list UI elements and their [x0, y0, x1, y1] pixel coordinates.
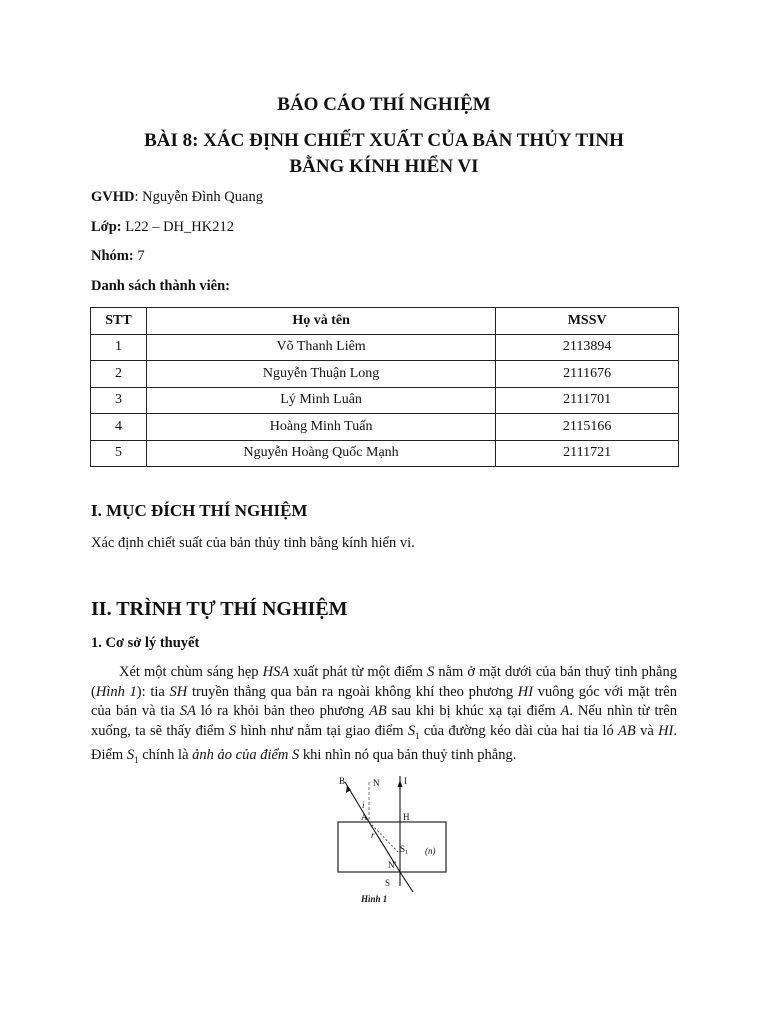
cell-mssv: 2115166 [496, 414, 679, 441]
label-n-bottom: N' [388, 860, 397, 870]
cell-mssv: 2113894 [496, 334, 679, 361]
label-s1: $S_1$ [400, 844, 409, 856]
report-title: BÁO CÁO THÍ NGHIỆM [277, 94, 491, 115]
table-row [91, 414, 679, 441]
cell-mssv: 2111721 [496, 440, 679, 467]
cell-name: Võ Thanh Liêm [146, 334, 495, 361]
label-n-top: N [373, 778, 380, 788]
cell-stt: 5 [91, 440, 147, 467]
section1-text: Xác định chiết suất của bản thủy tinh bằng kính hiển vi. [91, 535, 415, 551]
table-row [91, 334, 679, 361]
instructor-value: : Nguyễn Đình Quang [134, 189, 263, 205]
cell-name: Lý Minh Luân [146, 387, 495, 414]
table-row [91, 361, 679, 388]
cell-stt: 2 [91, 361, 147, 388]
members-table [90, 307, 679, 467]
group-line [91, 248, 145, 265]
header-name: Họ và tên [146, 308, 495, 335]
lab-title-line1: BÀI 8: XÁC ĐỊNH CHIẾT XUẤT CỦA BẢN THỦY TINH [144, 130, 624, 151]
members-label: Danh sách thành viên: [91, 278, 230, 294]
cell-name: Nguyễn Hoàng Quốc Mạnh [146, 440, 495, 467]
label-a: A [361, 812, 368, 822]
label-n: (n) [425, 846, 436, 856]
section2-heading: II. TRÌNH TỰ THÍ NGHIỆM [91, 598, 348, 620]
cell-stt: 3 [91, 387, 147, 414]
cell-mssv: 2111701 [496, 387, 679, 414]
members-heading [91, 278, 230, 295]
header-stt: STT [91, 308, 147, 335]
instructor-label: GVHD [91, 189, 135, 205]
group-label: Nhóm: [91, 248, 134, 264]
section1-heading: I. MỤC ĐÍCH THÍ NGHIỆM [91, 501, 308, 520]
cell-stt: 1 [91, 334, 147, 361]
class-value: L22 – DH_HK212 [121, 219, 234, 235]
label-angle-i: i [362, 800, 365, 810]
label-i: I [404, 776, 407, 786]
label-s: S [385, 878, 391, 888]
cell-name: Hoàng Minh Tuấn [146, 414, 495, 441]
section2-subheading: 1. Cơ sở lý thuyết [91, 635, 200, 651]
incident-ray [400, 872, 413, 892]
class-label: Lớp: [91, 219, 122, 235]
lab-title-line2: BẰNG KÍNH HIỂN VI [289, 156, 479, 177]
arrow-up-icon [398, 780, 403, 787]
label-b: B [339, 776, 346, 786]
refraction-diagram [313, 768, 475, 910]
cell-mssv: 2111676 [496, 361, 679, 388]
table-row [91, 440, 679, 467]
label-h: H [403, 812, 410, 822]
cell-name: Nguyễn Thuận Long [146, 361, 495, 388]
figure-caption: Hình 1 [361, 894, 388, 904]
group-value: 7 [133, 248, 145, 264]
table-row [91, 387, 679, 414]
instructor-line [91, 189, 263, 206]
theory-paragraph: Xét một chùm sáng hẹp HSA xuất phát từ một điểm S nằm ở mặt dưới của bản thuỷ tinh phẳng (Hình 1): tia SH truyền thẳng qua bản ra ngoài không khí theo phương HI vuông góc với mặt trên của bản và tia SA ló ra khỏi bản theo phương AB sau khi bị khúc xạ tại điểm A. Nếu nhìn từ trên xuống, ta sẽ thấy điểm S hình như nằm tại giao điểm $S_1$ của đường kéo dài của hai tia ló AB và HI. Điểm $S_1$ chính là ảnh ảo của điểm S khi nhìn nó qua bản thuỷ tinh phẳng. [91, 664, 678, 765]
class-line [91, 219, 234, 236]
cell-stt: 4 [91, 414, 147, 441]
header-mssv: MSSV [496, 308, 679, 335]
table-header-row [91, 308, 679, 335]
label-angle-r: r [371, 830, 375, 840]
